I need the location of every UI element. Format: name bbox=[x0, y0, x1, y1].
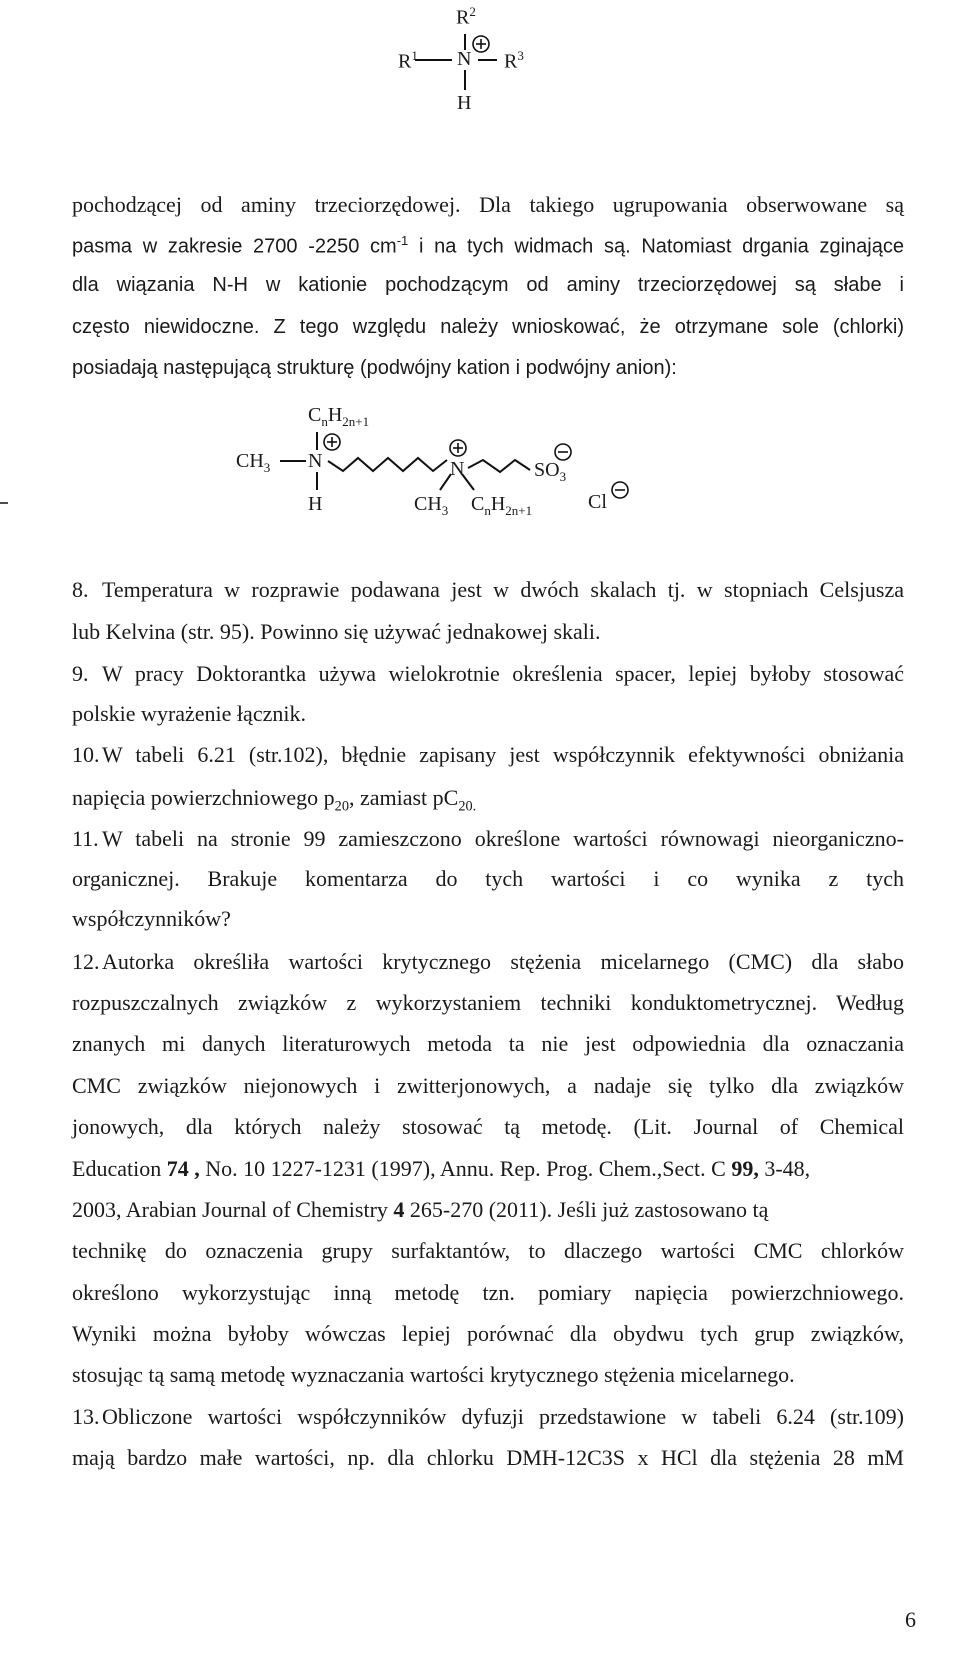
ch3-label-2: $CH_3$ bbox=[414, 493, 449, 518]
item-12-number: 12. bbox=[72, 949, 100, 974]
plus-charge-icon bbox=[473, 36, 489, 52]
item-12-line-10: Wyniki można byłoby wówczas lepiej porównać dla obydwu tych grup związków, bbox=[72, 1321, 904, 1346]
item-13-number: 13. bbox=[72, 1404, 100, 1429]
item-12-line-9: określono wykorzystując inną metodę tzn. pomiary napięcia powierzchniowego. bbox=[72, 1280, 904, 1305]
n1-label: N bbox=[308, 450, 323, 472]
item-12-line-1: Autorka określiła wartości krytycznego stężenia micelarnego (CMC) dla słabo bbox=[102, 949, 904, 974]
item-12-line-4: CMC związków niejonowych i zwitterjonowych, a nadaje się tylko dla związków bbox=[72, 1073, 904, 1098]
r3-label: $R^3$ bbox=[504, 48, 524, 73]
spacer-chain bbox=[328, 458, 447, 471]
item-10-line-2: napięcia powierzchniowego $p_{20}$, zamiast $pC_{20.}$ bbox=[72, 785, 477, 815]
item-8-line-2: lub Kelvina (str. 95). Powinno się używać jednakowej skali. bbox=[72, 619, 601, 644]
intro-line-2: pasma w zakresie 2700 -2250 $cm^{-1}$ i na tych widmach są. Natomiast drgania zginające bbox=[72, 233, 904, 258]
chain-bottom-label: $C_nH_{2n+1}$ bbox=[471, 493, 533, 518]
item-8-number: 8. bbox=[72, 577, 89, 602]
item-13-line-1: Obliczone wartości współczynników dyfuzji przedstawione w tabeli 6.24 (str.109) bbox=[102, 1404, 904, 1429]
r1-label: $R^1$ bbox=[398, 48, 418, 73]
item-12-line-2: rozpuszczalnych związków z wykorzystaniem techniki konduktometrycznej. Według bbox=[72, 990, 904, 1015]
ch3-label: $CH_3$ bbox=[236, 450, 271, 475]
item-11-line-3: współczynników? bbox=[72, 906, 231, 931]
item-12-line-5: jonowych, dla których należy stosować tą metodę. (Lit. Journal of Chemical bbox=[72, 1114, 904, 1139]
n2-label: N bbox=[450, 458, 465, 480]
item-9-line-2: polskie wyrażenie łącznik. bbox=[72, 701, 306, 726]
r2-label: $R^2$ bbox=[456, 4, 476, 29]
item-11-number: 11. bbox=[72, 826, 99, 851]
item-12-line-11: stosując tą samą metodę wyznaczania wartości krytycznego stężenia micelarnego. bbox=[72, 1362, 795, 1387]
item-12-line-6: Education 74 , No. 10 1227-1231 (1997), Annu. Rep. Prog. Chem.,Sect. C 99, 3-48, bbox=[72, 1156, 811, 1181]
h-label-2: H bbox=[308, 493, 323, 515]
plus-charge-icon bbox=[450, 440, 466, 456]
intro-line-3: dla wiązania N-H w kationie pochodzącym od aminy trzeciorzędowej są słabe i bbox=[72, 274, 904, 296]
item-9-number: 9. bbox=[72, 661, 89, 686]
minus-charge-icon bbox=[555, 444, 571, 460]
cl-label: Cl bbox=[588, 491, 607, 513]
item-13-line-2: mają bardzo małe wartości, np. dla chlorku DMH-12C3S x HCl dla stężenia 28 mM bbox=[72, 1445, 904, 1470]
intro-line-5: posiadają następującą strukturę (podwójny kation i podwójny anion): bbox=[72, 357, 677, 379]
n-label: N bbox=[457, 48, 472, 70]
item-12-line-7: 2003, Arabian Journal of Chemistry 4 265-270 (2011). Jeśli już zastosowano tą bbox=[72, 1197, 769, 1222]
item-8-line-1: Temperatura w rozprawie podawana jest w dwóch skalach tj. w stopniach Celsjusza bbox=[102, 577, 904, 602]
intro-line-1: pochodzącej od aminy trzeciorzędowej. Dla takiego ugrupowania obserwowane są bbox=[72, 192, 904, 217]
so3-label: $SO_3$ bbox=[534, 459, 567, 484]
item-11-line-1: W tabeli na stronie 99 zamieszczono określone wartości równowagi nieorganiczno- bbox=[102, 826, 904, 851]
page-number: 6 bbox=[905, 1607, 916, 1632]
item-12-line-8: technikę do oznaczenia grupy surfaktantów, to dlaczego wartości CMC chlorków bbox=[72, 1238, 904, 1263]
h-label: H bbox=[457, 92, 472, 114]
item-10-number: 10. bbox=[72, 742, 100, 767]
item-10-line-1: W tabeli 6.21 (str.102), błędnie zapisany jest współczynnik efektywności obniżania bbox=[102, 742, 904, 767]
chain-top-label: $C_nH_{2n+1}$ bbox=[308, 404, 370, 429]
propyl-chain bbox=[468, 460, 530, 472]
item-12-line-3: znanych mi danych literaturowych metoda ta nie jest odpowiednia dla oznaczania bbox=[72, 1031, 904, 1056]
minus-charge-icon bbox=[612, 482, 628, 498]
plus-charge-icon bbox=[324, 434, 340, 450]
intro-line-4: często niewidoczne. Z tego względu należy wnioskować, że otrzymane sole (chlorki) bbox=[72, 316, 904, 338]
item-11-line-2: organicznej. Brakuje komentarza do tych wartości i co wynika z tych bbox=[72, 866, 904, 891]
item-9-line-1: W pracy Doktorantka używa wielokrotnie określenia spacer, lepiej byłoby stosować bbox=[102, 661, 904, 686]
